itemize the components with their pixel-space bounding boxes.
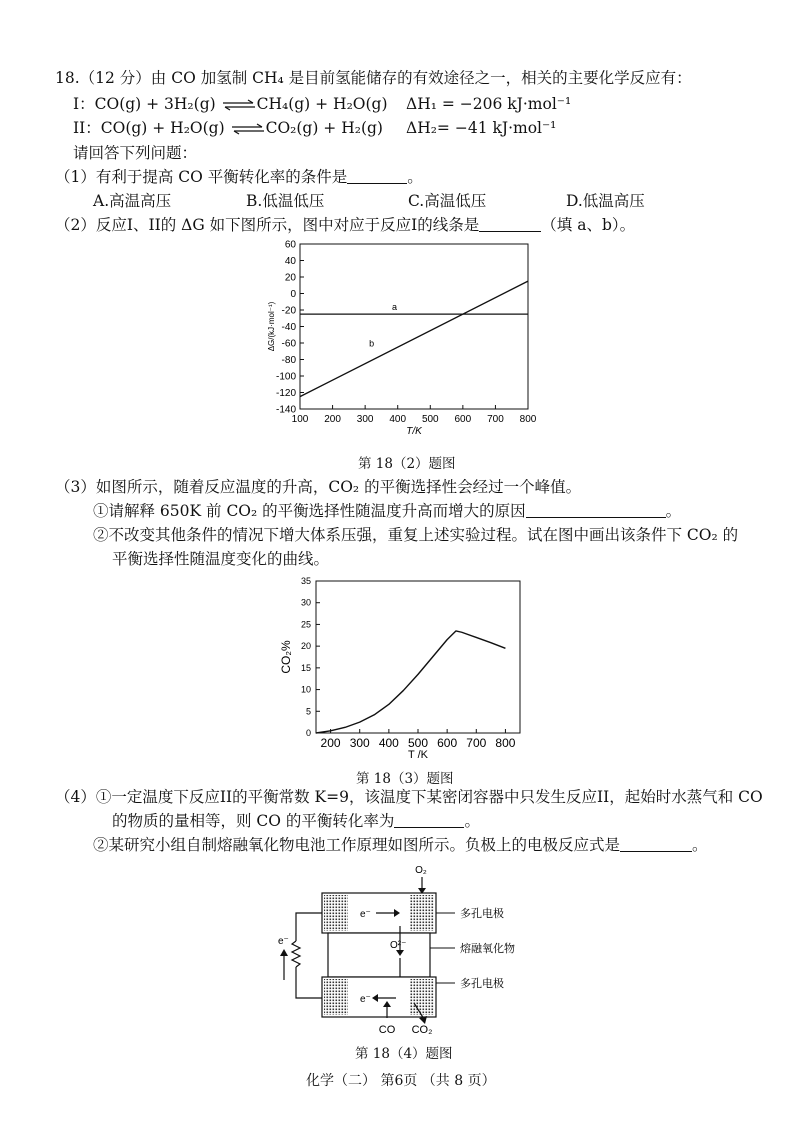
x-tick-label: 800 (495, 736, 516, 750)
reaction-2 (73, 118, 383, 138)
option-a: A.高温高压 (93, 192, 172, 210)
option-b: B.低温低压 (246, 192, 325, 210)
reaction-2-label: II： (73, 119, 101, 137)
part-4-sub-1-cont-end: 。 (464, 812, 480, 830)
y-tick-label: -60 (281, 338, 296, 350)
reaction-2-enthalpy: ΔH₂= −41 kJ·mol⁻¹ (406, 119, 557, 137)
oxide-ion-label: O²⁻ (390, 940, 407, 951)
option-d: D.低温高压 (566, 192, 645, 210)
x-tick-label: 700 (466, 736, 487, 750)
x-axis-label: T /K (408, 749, 428, 761)
part-3-sub-2-cont: 平衡选择性随温度变化的曲线。 (112, 550, 330, 568)
part-3-sub-1-end: 。 (665, 502, 682, 520)
y-tick-label: 0 (305, 728, 311, 738)
figure-2-caption: 第 18（2）题图 (358, 456, 456, 472)
y-tick-label: 30 (300, 597, 311, 608)
reaction-2-reactants: CO(g) + H₂O(g) (100, 119, 225, 137)
y-tick-label: 25 (300, 619, 311, 630)
y-tick-label: -20 (281, 305, 296, 317)
co2-label: CO₂ (411, 1024, 433, 1036)
part-4-sub-1-cont (112, 811, 480, 831)
electron-label: e⁻ (360, 909, 371, 920)
external-circuit-wire (296, 913, 322, 941)
x-tick-label: 300 (356, 414, 374, 425)
series-label-b: b (369, 338, 375, 349)
arrow-head-icon (280, 949, 288, 956)
y-tick-label: -120 (275, 388, 296, 399)
reaction-2-products: CO₂(g) + H₂(g) (265, 119, 383, 137)
y-tick-label: 15 (300, 662, 311, 673)
x-tick-label: 400 (389, 414, 407, 425)
page-footer: 化学（二） 第6页 （共 8 页） (306, 1073, 496, 1089)
reaction-1-reactants: CO(g) + 3H₂(g) (94, 95, 216, 113)
x-tick-label: 100 (291, 414, 309, 425)
y-axis-label: CO₂% (279, 640, 293, 674)
porous-region-icon (410, 979, 434, 1015)
y-axis-label: ΔG/(kJ·mol⁻¹) (267, 301, 276, 352)
reaction-1-products: CH₄(g) + H₂O(g) (256, 95, 388, 113)
answer-blank[interactable] (526, 502, 666, 518)
x-tick-label: 700 (487, 414, 504, 425)
equilibrium-arrow-icon (231, 123, 265, 135)
option-c: C.高温低压 (408, 192, 487, 210)
series-label-a: a (391, 302, 397, 312)
part-4-sub-2 (93, 835, 708, 855)
part-4-sub-1: （4）①一定温度下反应II的平衡常数 K=9，该温度下某密闭容器中只发生反应II，起始时水蒸气和 CO (55, 788, 763, 806)
part-3-sub-1 (93, 501, 681, 521)
part-4-sub-2-text: ②某研究小组自制熔融氧化物电池工作原理如图所示。负极上的电极反应式是 (93, 836, 621, 854)
external-circuit-wire (296, 967, 322, 998)
x-tick-label: 600 (437, 736, 458, 750)
y-tick-label: 20 (284, 272, 296, 284)
x-tick-label: 500 (407, 736, 429, 750)
part-1-text: （1）有利于提高 CO 平衡转化率的条件是 (55, 168, 348, 186)
electron-label: e⁻ (360, 994, 371, 1005)
y-tick-label: 40 (284, 256, 296, 267)
part-4-sub-2-end: 。 (692, 836, 708, 854)
part-2-text: （2）反应I、II的 ΔG 如下图所示，图中对应于反应I的线条是 (55, 216, 480, 234)
porous-region-icon (410, 895, 434, 931)
x-tick-label: 800 (519, 414, 537, 425)
y-tick-label: -40 (281, 322, 296, 333)
part-2-end: （填 a、b）。 (541, 216, 636, 234)
y-tick-label: -100 (275, 371, 296, 383)
y-tick-label: 10 (300, 684, 311, 695)
part-1 (55, 167, 423, 187)
porous-region-icon (324, 895, 348, 931)
x-tick-label: 500 (421, 414, 439, 425)
figure-4-caption: 第 18（4）题图 (355, 1046, 453, 1062)
y-tick-label: 35 (300, 576, 311, 586)
intro-text: 请回答下列问题： (73, 144, 198, 162)
y-tick-label: 0 (290, 289, 296, 300)
co2-selectivity-chart (278, 575, 538, 765)
series-line-b (300, 281, 528, 397)
delta-g-chart (262, 230, 552, 445)
y-tick-label: -80 (281, 355, 296, 366)
equilibrium-arrow-icon (222, 99, 256, 111)
question-heading: 18.（12 分）由 CO 加氢制 CH₄ 是目前氢能储存的有效途径之一，相关的主要化学反应有： (55, 69, 692, 87)
resistor-icon (292, 941, 300, 967)
y-tick-label: -140 (275, 404, 296, 416)
x-tick-label: 600 (454, 414, 472, 425)
y-tick-label: 60 (284, 239, 296, 251)
o2-label: O₂ (415, 865, 427, 876)
porous-electrode-label-top: 多孔电极 (460, 908, 504, 920)
co-label: CO (378, 1024, 396, 1036)
porous-electrode-label-bottom: 多孔电极 (460, 978, 504, 990)
x-axis-label: T/K (406, 426, 422, 437)
molten-oxide-label: 熔融氧化物 (460, 943, 515, 955)
part-3-sub-1-text: ①请解释 650K 前 CO₂ 的平衡选择性随温度升高而增大的原因 (93, 502, 526, 520)
molten-oxide-region (328, 933, 430, 977)
answer-blank[interactable] (347, 168, 407, 184)
reaction-1-enthalpy: ΔH₁ = −206 kJ·mol⁻¹ (406, 95, 572, 113)
series-line (316, 631, 505, 733)
plot-frame (316, 581, 520, 733)
x-tick-label: 300 (349, 736, 370, 750)
figure-3-caption: 第 18（3）题图 (356, 771, 454, 787)
reaction-1 (73, 94, 388, 114)
x-tick-label: 200 (320, 736, 341, 750)
part-1-end: 。 (407, 168, 423, 186)
part-3: （3）如图所示，随着反应温度的升高，CO₂ 的平衡选择性会经过一个峰值。 (55, 478, 582, 496)
y-tick-label: 20 (300, 641, 311, 652)
reaction-1-label: I： (73, 95, 95, 113)
x-tick-label: 400 (378, 736, 399, 750)
answer-blank[interactable] (394, 812, 464, 828)
y-tick-label: 5 (305, 706, 311, 717)
electron-label: e⁻ (278, 936, 289, 947)
answer-blank[interactable] (620, 836, 692, 852)
part-3-sub-2: ②不改变其他条件的情况下增大体系压强，重复上述实验过程。试在图中画出该条件下 CO₂ 的 (93, 526, 739, 544)
plot-frame (300, 244, 528, 409)
porous-region-icon (324, 979, 348, 1015)
fuel-cell-diagram (272, 858, 552, 1038)
part-4-sub-1-cont-text: 的物质的量相等，则 CO 的平衡转化率为 (112, 812, 395, 830)
x-tick-label: 200 (324, 414, 341, 425)
